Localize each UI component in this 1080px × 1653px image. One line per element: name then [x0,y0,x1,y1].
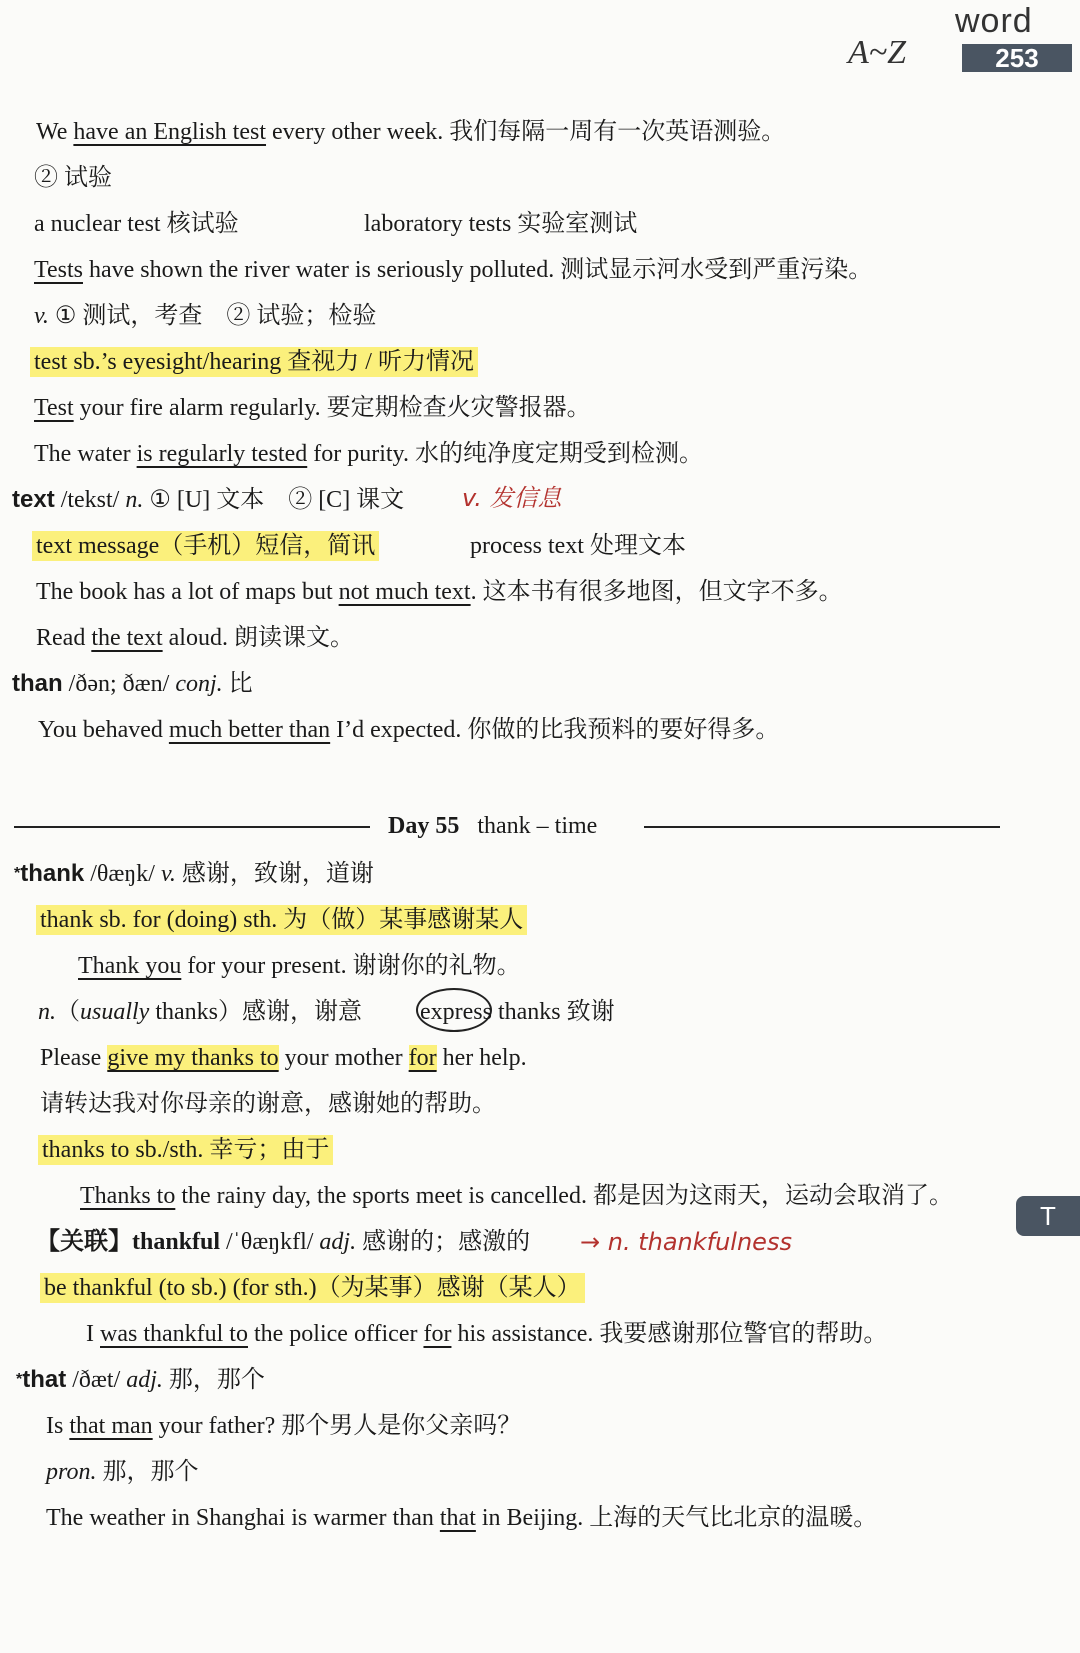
meaning: 那，那个 [162,1367,265,1393]
pronunciation: /ðən; ðæn/ [62,671,176,697]
text-segment: Please [40,1045,108,1071]
part-of-speech: pron. [46,1459,97,1485]
text-segment: aloud. 朗读课文。 [162,625,354,651]
thank-example-2-translation: 请转达我对你母亲的谢意，感谢她的帮助。 [40,1091,496,1117]
collocation-nuclear-test: a nuclear test 核试验 [34,211,239,237]
text-segment: have shown the river water is seriously polluted. 测试显示河水受到严重污染。 [82,257,873,283]
circled-word: express [420,999,492,1025]
underlined-phrase: the text [91,625,163,651]
part-of-speech: conj. [175,671,223,697]
pronunciation: /tekst/ [54,487,126,513]
thankful-related [36,1226,530,1258]
text-phrase-message [32,530,379,562]
thank-phrase-2 [38,1134,333,1166]
day-heading [388,810,597,842]
text-segment: The book has a lot of maps but [36,579,339,605]
part-of-speech: v. [34,303,49,329]
that-pronoun-sense [46,1456,198,1488]
underlined-phrase: Test [34,395,74,421]
entry-that-headline [16,1364,265,1396]
part-of-speech: adj. [126,1367,163,1393]
text-segment: thanks 致谢 [491,999,615,1025]
underlined-phrase: for [423,1321,452,1347]
underlined-phrase: not much text [338,579,471,605]
page-number: 253 [962,44,1072,72]
text-segment: The weather in Shanghai is warmer than [46,1505,440,1531]
thank-collocation-express [420,996,615,1028]
text-segment: his assistance. 我要感谢那位警官的帮助。 [451,1321,888,1347]
day-range: thank – time [477,813,598,839]
thank-example-3 [80,1180,953,1212]
text-segment: your fire alarm regularly. 要定期检查火灾警报器。 [73,395,591,421]
thank-example-2 [40,1042,527,1074]
meaning: 感谢的；感激的 [356,1229,531,1255]
text-segment: every other week. 我们每隔一周有一次英语测验。 [266,119,786,145]
underlined-phrase: was thankful to [100,1321,248,1347]
test-verb-senses [34,300,376,332]
underlined-phrase: Thanks to [80,1183,176,1209]
headword: thank [20,860,85,887]
headword: that [22,1366,67,1393]
underlined-highlighted-phrase: for [408,1045,437,1071]
divider-left [14,826,370,828]
underlined-phrase: that [439,1505,476,1531]
text-example-2 [36,622,354,654]
handwritten-note-thankfulness: → n. thankfulness [580,1228,792,1256]
header-range: A~Z [848,34,907,71]
underlined-phrase: Tests [34,257,83,283]
test-example-2 [34,254,872,286]
meaning: 比 [222,671,253,697]
text-segment: for your present. 谢谢你的礼物。 [181,953,521,979]
entry-text-headline [12,484,404,516]
underlined-phrase: Thank you [78,953,182,979]
day-label: Day 55 [388,813,460,839]
headword: text [12,486,55,513]
highlighted-phrase: thank sb. for (doing) sth. 为（做）某事感谢某人 [36,905,527,935]
pronunciation: /ðæt/ [66,1367,127,1393]
part-of-speech: adj. [319,1229,357,1255]
pronunciation: /θæŋk/ [84,861,161,887]
text-example-1 [36,576,843,608]
test-phrase-eyesight [30,346,478,378]
test-sense-2: ② 试验 [34,165,112,191]
entry-than-headline [12,668,253,700]
underlined-phrase: have an English test [73,119,267,145]
text-segment: the rainy day, the sports meet is cancelled. 都是因为这雨天，运动会取消了。 [175,1183,953,1209]
highlighted-phrase: text message（手机）短信，简讯 [32,531,379,561]
text-segment: for purity. 水的纯净度定期受到检测。 [307,441,703,467]
test-example-3 [34,392,591,424]
text-segment: ① 测试，考查 ② 试验；检验 [48,303,377,329]
underlined-highlighted-phrase: give my thanks to [107,1045,279,1071]
thankful-phrase [40,1272,585,1304]
that-example-2 [46,1502,877,1534]
meaning: 感谢，致谢，道谢 [175,861,374,887]
senses: ① [U] 文本 ② [C] 课文 [143,487,405,513]
text-segment: her help. [436,1045,527,1071]
text-phrase-process: process text 处理文本 [470,533,686,559]
part-of-speech: v. [160,861,176,887]
than-example [38,714,779,746]
alphabet-tab: T [1016,1196,1080,1236]
text-segment: your mother [278,1045,409,1071]
text-segment: I [86,1321,100,1347]
part-of-speech: n. [38,999,56,1025]
meaning: 那，那个 [96,1459,199,1485]
highlighted-phrase: be thankful (to sb.) (for sth.)（为某事）感谢（某人） [40,1273,585,1303]
underlined-phrase: is regularly tested [136,441,308,467]
text-segment: I’d expected. 你做的比我预料的要好得多。 [330,717,780,743]
usage-note: usually [80,999,150,1025]
test-example-1 [36,116,785,148]
headword: than [12,670,63,697]
text-segment: in Beijing. 上海的天气比北京的温暖。 [475,1505,878,1531]
text-segment: Is [46,1413,70,1439]
that-example-1 [46,1410,521,1442]
part-of-speech: n. [125,487,144,513]
text-segment: your father? 那个男人是你父亲吗？ [152,1413,522,1439]
pronunciation: /ˈθæŋkfl/ [220,1229,320,1255]
text-segment: the police officer [247,1321,424,1347]
text-segment: The water [34,441,137,467]
core-word-star: * [16,1371,23,1388]
test-example-4 [34,438,703,470]
core-word-star: * [14,865,21,882]
underlined-phrase: much better than [168,717,331,743]
highlighted-phrase: thanks to sb./sth. 幸亏；由于 [38,1135,333,1165]
text-segment: We [36,119,74,145]
text-segment: Read [36,625,92,651]
paren-open: （ [56,999,80,1025]
handwritten-note-text: v. 发信息 [462,484,562,512]
related-tag: 【关联】 [36,1228,132,1255]
text-segment: thanks）感谢，谢意 [149,999,362,1025]
thank-phrase-1 [36,904,527,936]
text-segment: You behaved [38,717,169,743]
header-word-label: word [955,2,1033,40]
entry-thank-headline [14,858,374,890]
thankful-example [86,1318,887,1350]
divider-right [644,826,1000,828]
text-segment: . 这本书有很多地图，但文字不多。 [470,579,843,605]
thank-noun-sense [38,996,362,1028]
highlighted-phrase: test sb.’s eyesight/hearing 查视力 / 听力情况 [30,347,478,377]
related-word: thankful [132,1229,221,1255]
thank-example-1 [78,950,521,982]
underlined-phrase: that man [69,1413,153,1439]
collocation-laboratory-tests: laboratory tests 实验室测试 [364,211,638,237]
